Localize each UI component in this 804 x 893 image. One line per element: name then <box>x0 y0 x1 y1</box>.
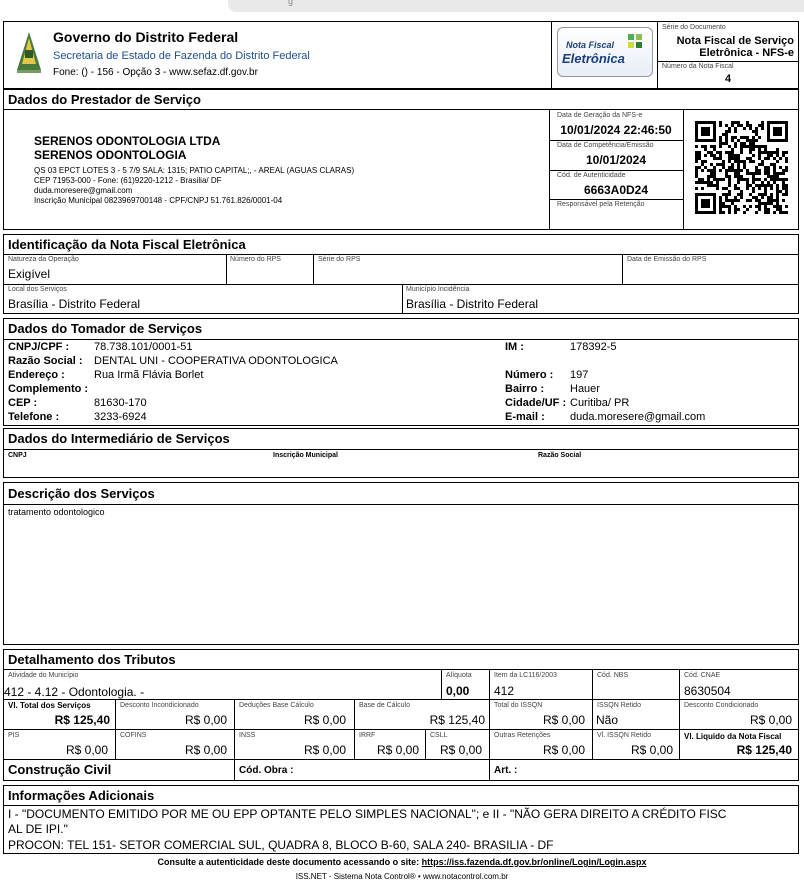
qr-code-icon[interactable] <box>695 121 789 217</box>
pis-label: PIS <box>8 732 20 739</box>
gov-title: Governo do Distrito Federal <box>53 29 239 45</box>
deducoes-label: Deduções Base Cálculo <box>239 702 314 709</box>
contact-line: Fone: () - 156 - Opção 3 - www.sefaz.df.gov.br <box>53 67 258 78</box>
tomador-cidade-label: Cidade/UF : <box>505 397 567 409</box>
tomador-bairro-label: Bairro : <box>505 383 545 395</box>
numero-nota-value: 4 <box>724 73 732 85</box>
descricao-box <box>3 482 799 645</box>
tomador-cep-value: 81630-170 <box>94 397 147 409</box>
logo-line1: Nota Fiscal <box>566 40 615 50</box>
geracao-value: 10/01/2024 22:46:50 <box>560 123 672 137</box>
vl-issqn-retido-label: Vl. ISSQN Retido <box>597 732 652 739</box>
issqn-retido-label: ISSQN Retido <box>597 702 641 709</box>
vl-issqn-retido-value: R$ 0,00 <box>630 743 673 757</box>
tomador-numero-label: Número : <box>505 369 554 381</box>
tomador-telefone-label: Telefone : <box>8 411 60 423</box>
total-issqn-label: Total do ISSQN <box>494 702 543 709</box>
total-servicos-value: R$ 125,40 <box>54 713 110 727</box>
csll-label: CSLL <box>430 732 448 739</box>
prestador-razao: SERENOS ODONTOLOGIA LTDA <box>34 134 221 148</box>
cofins-value: R$ 0,00 <box>184 743 227 757</box>
secretaria-name: Secretaria de Estado de Fazenda do Distrito Federal <box>53 50 310 62</box>
numero-nota-label: Número da Nota Fiscal <box>662 63 734 70</box>
desc-incond-label: Desconto Incondicionado <box>120 702 199 709</box>
pis-value: R$ 0,00 <box>65 743 108 757</box>
identificacao-title: Identificação da Nota Fiscal Eletrônica <box>8 237 246 252</box>
total-servicos-label: Vl. Total dos Serviços <box>8 701 91 710</box>
total-issqn-value: R$ 0,00 <box>542 713 585 727</box>
outras-value: R$ 0,00 <box>542 743 585 757</box>
prestador-fantasia: SERENOS ODONTOLOGIA <box>34 148 187 162</box>
irrf-label: IRRF <box>359 732 376 739</box>
prestador-endereco: QS 03 EPCT LOTES 3 - 5 7/9 SALA: 1315; PATIO CAPITAL;, - AREAL (AGUAS CLARAS) <box>34 166 355 175</box>
intermediario-razao-label: Razão Social <box>538 452 582 459</box>
logo-squares-icon <box>628 34 644 48</box>
serie-rps-label: Série do RPS <box>318 256 361 263</box>
tomador-email-label: E-mail : <box>505 411 545 423</box>
prestador-email: duda.moresere@gmail.com <box>34 186 133 195</box>
logo-line2: Eletrônica <box>562 51 625 66</box>
cnae-label: Cód. CNAE <box>684 672 721 679</box>
construcao-label: Construção Civil <box>8 762 112 777</box>
item-lc-label: Item da LC116/2003 <box>494 672 557 679</box>
base-label: Base de Cálculo <box>359 702 410 709</box>
desc-cond-value: R$ 0,00 <box>749 713 792 727</box>
consulte-line <box>0 857 804 867</box>
issqn-retido-value: Não <box>596 713 619 727</box>
item-lc-value: 412 <box>494 684 515 698</box>
tomador-cidade-value: Curitiba/ PR <box>570 397 630 409</box>
serie-label: Série do Documento <box>662 24 726 31</box>
natureza-label: Natureza da Operação <box>8 256 79 263</box>
prestador-inscricao: Inscrição Municipal 0823969700148 - CPF/CNPJ 51.761.826/0001-04 <box>34 196 283 205</box>
numero-rps-label: Número do RPS <box>230 256 281 263</box>
prestador-cep-fone: CEP 71953-000 - Fone: (61)9220-1212 - Brasilia/ DF <box>34 176 222 185</box>
tomador-im-label: IM : <box>505 341 524 353</box>
tomador-email-value: duda.moresere@gmail.com <box>570 411 706 423</box>
liquido-label: Vl. Liquido da Nota Fiscal <box>684 732 782 741</box>
aliquota-value: 0,00 <box>446 684 470 698</box>
top-strip <box>228 0 804 12</box>
info-line3: PROCON: TEL 151- SETOR COMERCIAL SUL, QUADRA 8, BLOCO B-60, SALA 240- BRASILIA - DF <box>8 838 554 852</box>
retencao-label: Responsável pela Retenção <box>557 201 645 208</box>
descricao-title: Descrição dos Serviços <box>8 486 155 501</box>
tomador-razao-value: DENTAL UNI - COOPERATIVA ODONTOLOGICA <box>94 355 338 367</box>
data-rps-label: Data de Emissão do RPS <box>627 256 707 263</box>
tomador-endereco-value: Rua Irmã Flávia Borlet <box>94 369 204 381</box>
tomador-title: Dados do Tomador de Serviços <box>8 321 203 336</box>
base-value: R$ 125,40 <box>429 713 485 727</box>
consulte-text: Consulte a autenticidade deste documento acessando o site: <box>157 857 420 867</box>
tomador-telefone-value: 3233-6924 <box>94 411 147 423</box>
local-label: Local dos Serviços <box>8 286 67 293</box>
geracao-label: Data de Geração da NFS-e <box>557 112 643 119</box>
serie-value: Nota Fiscal de Serviço Eletrônica - NFS-e <box>676 35 794 59</box>
tomador-cnpj-value: 78.738.101/0001-51 <box>94 341 193 353</box>
nota-fiscal-logo <box>557 27 653 77</box>
info-line1: I - "DOCUMENTO EMITIDO POR ME OU EPP OPTANTE PELO SIMPLES NACIONAL"; e II - "NÃO GERA DIREITO A CRÉDITO FISC <box>8 807 727 821</box>
outras-label: Outras Retenções <box>494 732 551 739</box>
tomador-complemento-label: Complemento : <box>8 383 89 395</box>
tomador-cnpj-label: CNPJ/CPF : <box>8 341 70 353</box>
competencia-label: Data de Competência/Emissão <box>557 142 654 149</box>
inss-label: INSS <box>239 732 256 739</box>
atividade-value: 412 - 4.12 - Odontologia. - <box>4 685 145 699</box>
competencia-value: 10/01/2024 <box>585 153 647 167</box>
irrf-value: R$ 0,00 <box>376 743 419 757</box>
tomador-cep-label: CEP : <box>8 397 38 409</box>
intermediario-inscricao-label: Inscrição Municipal <box>273 452 338 459</box>
local-value: Brasília - Distrito Federal <box>8 297 141 311</box>
tomador-endereco-label: Endereço : <box>8 369 65 381</box>
csll-value: R$ 0,00 <box>439 743 482 757</box>
atividade-label: Atividade do Município <box>8 672 79 679</box>
tomador-bairro-value: Hauer <box>570 383 600 395</box>
info-title: Informações Adicionais <box>8 788 155 803</box>
prestador-title: Dados do Prestador de Serviço <box>8 92 201 107</box>
autenticidade-value: 6663A0D24 <box>583 183 649 197</box>
descricao-text: tratamento odontologico <box>8 507 105 517</box>
gdf-coat-of-arms-icon <box>12 30 46 76</box>
municipio-value: Brasília - Distrito Federal <box>406 297 539 311</box>
liquido-value: R$ 125,40 <box>736 743 792 757</box>
cnae-value: 8630504 <box>684 684 731 698</box>
consulte-link[interactable]: https://iss.fazenda.df.gov.br/online/Login/Login.aspx <box>421 857 647 867</box>
tomador-numero-value: 197 <box>570 369 589 381</box>
tomador-im-value: 178392-5 <box>570 341 617 353</box>
aliquota-label: Alíquota <box>446 672 472 679</box>
cofins-label: COFINS <box>120 732 147 739</box>
deducoes-value: R$ 0,00 <box>303 713 346 727</box>
obra-label: Cód. Obra : <box>239 765 294 776</box>
intermediario-cnpj-label: CNPJ <box>8 452 27 459</box>
sistema-line: ISS.NET - Sistema Nota Control® • www.notacontrol.com.br <box>295 872 509 881</box>
municipio-label: Município Incidência <box>406 286 470 293</box>
url-fragment: g <box>288 0 294 6</box>
desc-cond-label: Desconto Condicionado <box>684 702 759 709</box>
art-label: Art. : <box>494 765 518 776</box>
natureza-value: Exigível <box>8 267 51 281</box>
desc-incond-value: R$ 0,00 <box>184 713 227 727</box>
tomador-razao-label: Razão Social : <box>8 355 83 367</box>
tributos-title: Detalhamento dos Tributos <box>8 652 176 667</box>
intermediario-title: Dados do Intermediário de Serviços <box>8 431 230 446</box>
info-line2: AL DE IPI." <box>8 822 68 836</box>
inss-value: R$ 0,00 <box>303 743 346 757</box>
nbs-label: Cód. NBS <box>597 672 629 679</box>
autenticidade-label: Cód. de Autenticidade <box>557 172 626 179</box>
